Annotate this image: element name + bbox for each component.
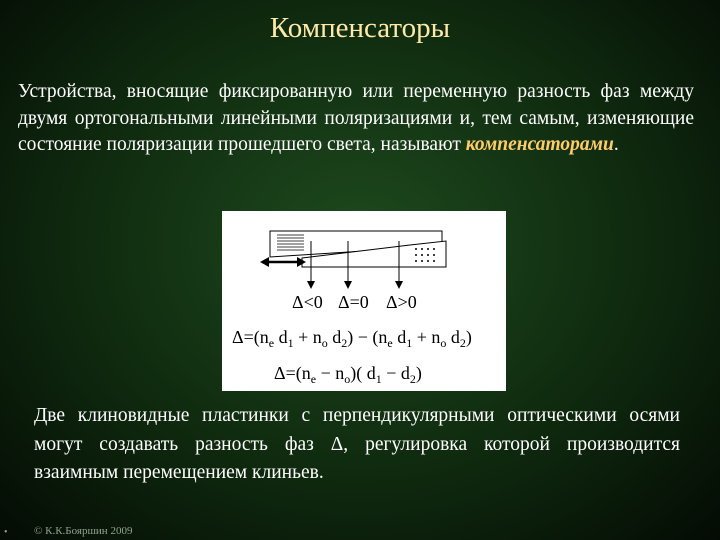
- move-arrow: [260, 257, 306, 267]
- formula-2: $\Delta=(n_e - n_o)$( $d_1 - d_2$): [274, 363, 422, 386]
- intro-paragraph: [18, 79, 694, 159]
- intro-text: Устройства, вносящие фиксированную или переменную разность фаз между двумя ортогональными линейными поляризациями и, тем самым, изменяющие состояние поляризации прошедшего света, называют: [18, 81, 694, 155]
- beam-arrowheads: [307, 281, 403, 289]
- bottom-paragraph: Две клиновидные пластинки с перпендикулярными оптическими осями могут создавать разность фаз Δ, регулировка которой производится взаимным перемещением клиньев.: [34, 405, 680, 483]
- intro-end: .: [613, 134, 619, 155]
- formula-1: $\Delta=(n_e$ $d_1 + n_o$ $d_2) - (n_e$ $d_1 + n_o$ $d_2$): [232, 327, 472, 350]
- label-zero: Δ=0: [338, 292, 369, 312]
- compensator-diagram: [222, 211, 506, 391]
- footer-copyright: © К.К.Бояршин 2009: [34, 525, 133, 537]
- slide-title: Компенсаторы: [269, 12, 451, 44]
- label-more-zero: Δ>0: [386, 292, 417, 312]
- footer-bullet: •: [4, 527, 8, 538]
- compensator-figure: [222, 211, 506, 391]
- label-less-zero: Δ<0: [292, 292, 323, 312]
- intro-term: компенсаторами: [465, 134, 614, 155]
